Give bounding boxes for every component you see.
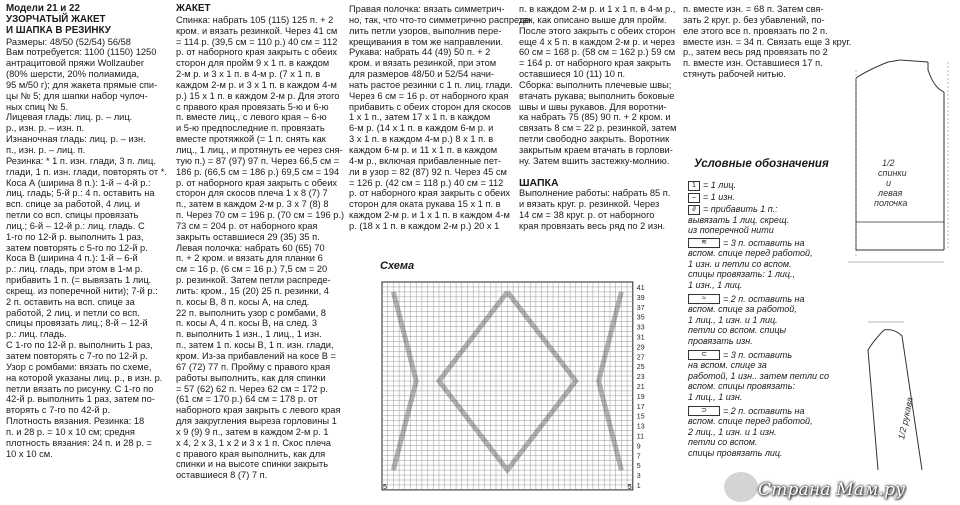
- chart-row-number: 27: [636, 354, 645, 362]
- text-line: затем повторять с 5-го по 12-й р.: [6, 242, 148, 253]
- text-line: р. (18 х 1 п. в каждом 2-м р.) 20 х 1: [349, 220, 500, 231]
- text-line: крещивания в том же направлении.: [349, 36, 504, 47]
- text-line: стянуть рабочей нитью.: [683, 69, 786, 80]
- legend-item: [688, 406, 813, 459]
- back-label-2: спинки: [878, 168, 907, 178]
- text-line: Модели 21 и 22: [6, 3, 80, 14]
- text-line: работой, 2 лиц. и петли со всп.: [6, 307, 140, 318]
- text-line: п. вместе изн. Оставшиеся 17 п.: [683, 58, 823, 69]
- text-line: лиц.; 6-й – 12-й р.: лиц. гладь. С: [6, 220, 145, 231]
- text-line: и 5-ю предпоследние п. провязать: [176, 123, 325, 134]
- legend-symbol-icon: ⊂: [688, 350, 720, 360]
- legend-text: 2 лиц., 1 изн. и 1 изн.: [688, 426, 777, 437]
- text-line: для размеров 48/50 и 52/54 начи-: [349, 69, 495, 80]
- text-line: п. + 2 кром. и вязать для планки 6: [176, 253, 323, 264]
- chart-row-number: 37: [636, 304, 645, 312]
- back-label-1: 1/2: [882, 158, 895, 168]
- text-line: р. резинкой. Затем петли распреде-: [176, 275, 331, 286]
- text-line: Спинка: набрать 105 (115) 125 п. + 2: [176, 14, 334, 25]
- text-line: = 114 р. (39,5 см = 110 р.) 40 см = 112: [176, 36, 338, 47]
- legend-item: [688, 180, 736, 191]
- text-line: петли вязать по рисунку. С 1-го по: [6, 383, 154, 394]
- chart-row-number: 33: [636, 324, 645, 332]
- text-line: см = 16 р. (6 см = 16 р.) 7,5 см = 20: [176, 264, 328, 275]
- text-line: кром. и вязать резинкой, при этом: [349, 58, 497, 69]
- chart-row-number: 17: [636, 403, 645, 411]
- text-line: вместе изн. = 34 п. Связать еще 3 круг.: [683, 36, 852, 47]
- legend-item: [688, 192, 735, 203]
- text-line: п., затем в каждом 2-м р. 3 х 7 (8) 8: [176, 199, 329, 210]
- text-line: р.: лиц. гладь, при этом в 1-м р.: [6, 264, 143, 275]
- text-line: 95 м/50 г); для жакета прямые спи-: [6, 79, 158, 90]
- text-line: Резинка: * 1 п. изн. глади, 3 п. лиц.: [6, 155, 156, 166]
- text-line: каждом 2-м р. и 1 х 1 п. в каждом 4-м: [349, 210, 510, 221]
- text-line: Изнаночная гладь: лиц. р. – изн.: [6, 134, 146, 145]
- text-line: каждом 6-м р. и 11 х 1 п. в каждом: [349, 144, 498, 155]
- text-line: лиц., 1 лиц., и протянуть ее через сня-: [176, 144, 343, 155]
- text-line: 1 х 1 п., затем 17 х 1 п. в каждом: [349, 112, 491, 123]
- text-line: наборного края закрыть с левого края: [176, 405, 341, 416]
- text-line: вместе протяжкой (= 1 п. снять как: [176, 134, 326, 145]
- text-line: затем повторять с 7-го по 12-й р.: [6, 351, 148, 361]
- legend-text: = прибавить 1 п.:: [703, 204, 778, 215]
- text-line: но, так, что что-то симметрично распреде-: [349, 14, 533, 25]
- legend-item: [688, 204, 789, 236]
- text-line: сторон для оката рукава 15 х 1 п. в: [349, 199, 501, 210]
- text-column-4: [519, 4, 682, 232]
- legend-text: 1 лиц., 1 изн. и 1 лиц.: [688, 314, 778, 325]
- text-line: работы выполнить, как для спинки: [176, 372, 326, 383]
- legend-text: провязать изн.: [688, 335, 753, 346]
- chart-row-number: 9: [636, 443, 641, 451]
- chart-row-number: 3: [636, 473, 641, 481]
- text-line: всп. спице за работой, 4 лиц. и: [6, 199, 140, 210]
- text-line: еле этого все п. провязать по 2 п.: [683, 25, 828, 36]
- legend-title: Условные обозначения: [694, 158, 829, 170]
- text-line: И ШАПКА В РЕЗИНКУ: [6, 24, 111, 36]
- legend-text: 1 изн., 1 лиц.: [688, 279, 743, 290]
- legend-text: = 1 лиц.: [703, 180, 736, 190]
- text-line: так, как описано выше для пройм.: [519, 14, 667, 25]
- watermark-logo: [724, 472, 758, 502]
- text-line: тую п.) = 87 (97) 97 п. Через 66,5 см =: [176, 155, 340, 166]
- chart-row-number: 11: [636, 433, 645, 441]
- chart-bottom-right-label: 5: [627, 483, 632, 491]
- legend-symbol-icon: –: [688, 193, 700, 203]
- text-line: 10 х 10 см.: [6, 448, 53, 459]
- text-line: нать растое резинки с 1 п. лиц. глади.: [349, 79, 513, 90]
- text-line: х 4, 2 х 3, 1 х 2 и 3 х 1 п. Скос плеча: [176, 437, 331, 448]
- text-line: р. от наборного края закрыть с обеих: [176, 47, 338, 58]
- text-line: 60 см = 168 р. (58 см = 162 р.) 59 см: [519, 47, 676, 58]
- text-line: 1-го по 12-й р. выполнить 1 раз,: [6, 231, 144, 242]
- text-column-3: [349, 4, 533, 232]
- text-line: каждом 2-м р. и 3 х 1 п. в каждом 4-м: [176, 79, 337, 90]
- legend-text: из поперечной нити: [688, 225, 774, 236]
- legend-text: = 1 изн.: [703, 192, 735, 203]
- schema-title: Схема: [380, 260, 415, 272]
- text-line: петли свободно закрыть. Воротник: [519, 134, 670, 145]
- text-line: кром. и вязать резинкой. Через 41 см: [176, 25, 338, 36]
- chart-row-number: 25: [636, 364, 645, 372]
- garment-schematics: [838, 0, 960, 470]
- chart-row-number: 23: [636, 374, 645, 382]
- chart-row-number: 41: [636, 284, 645, 292]
- legend-text: = 3 п. оставить: [723, 349, 793, 360]
- legend-text: петли со вспом.: [688, 437, 758, 448]
- chart-bottom-left-label: 5: [383, 483, 387, 491]
- chart-row-number: 1: [636, 482, 641, 490]
- chart-row-number: 19: [636, 393, 645, 401]
- text-line: Сборка: выполнить плечевые швы;: [519, 79, 672, 90]
- text-line: 2 п. оставить на всп. спице за: [6, 296, 135, 307]
- text-line: ка набрать 75 (85) 90 п. + 2 кром. и: [519, 112, 671, 123]
- text-line: С 1-го по 12-й р. выполнить 1 раз,: [6, 340, 153, 351]
- legend-item: [688, 238, 813, 291]
- text-line: лить петли узоров, выполнив пере-: [349, 25, 502, 36]
- text-line: 73 см = 204 р. от наборного края: [176, 220, 318, 231]
- legend-symbol-icon: ⊃: [688, 406, 720, 416]
- legend-text: = 3 п. оставить на: [723, 237, 805, 248]
- text-line: спинки и на высоте спинки закрыть: [176, 459, 329, 470]
- legend-symbol-icon: ≈: [688, 294, 720, 304]
- text-line: ных спиц № 5.: [6, 101, 69, 112]
- text-line: плотность вязания: 24 п. и 28 р. =: [6, 437, 152, 448]
- chart-row-number: 39: [636, 294, 645, 302]
- text-line: Левая полочка: набрать 60 (65) 70: [176, 242, 325, 253]
- text-line: и вязать круг. р. резинкой. Через: [519, 199, 660, 210]
- text-line: оставшиеся 8 (7) 7 п.: [176, 470, 268, 481]
- legend-text: 1 изн. и петли со вспом.: [688, 258, 792, 269]
- text-line: для закругления выреза горловины 1: [176, 416, 337, 427]
- text-line: швы и швы рукавов. Для воротни-: [519, 101, 667, 112]
- text-line: с правого края выполнить, как для: [176, 448, 326, 459]
- text-line: сторон для пройм 9 х 1 п. в каждом: [176, 58, 330, 69]
- chart-row-number: 7: [636, 453, 641, 461]
- chart-row-number: 29: [636, 344, 645, 352]
- text-line: Лицевая гладь: лиц. р. – лиц.: [6, 112, 133, 123]
- chart-row-number: 5: [636, 463, 641, 471]
- text-line: п. в каждом 2-м р. и 1 х 1 п. в 4-м р.,: [519, 4, 676, 14]
- text-line: петли со всп. спицы провязать: [6, 210, 139, 221]
- legend-text: работой, 1 изн.. затем петли со: [688, 370, 830, 381]
- text-line: закрыть оставшиеся 29 (35) 35 п.: [176, 231, 320, 242]
- text-line: р. от наборного края закрыть с обеих: [349, 188, 511, 199]
- text-line: п. косы В, 8 п. косы А, на след.: [176, 296, 310, 307]
- chart-row-number: 35: [636, 314, 645, 322]
- text-line: оставшиеся 10 (11) 10 п.: [519, 69, 626, 80]
- text-line: УЗОРЧАТЫЙ ЖАКЕТ: [6, 13, 106, 25]
- back-label-4: левая: [878, 188, 903, 198]
- text-line: антрацитовой пряжи Wollzauber: [6, 58, 144, 69]
- text-line: Размеры: 48/50 (52/54) 56/58: [6, 36, 131, 47]
- text-column-5: [683, 4, 852, 80]
- legend-item: [688, 294, 805, 347]
- text-line: После этого закрыть с обеих сторон: [519, 25, 676, 36]
- legend-text: = 2 п. оставить на: [723, 405, 805, 416]
- text-line: р., затем весь ряд провязать по 2: [683, 47, 828, 58]
- legend-text: вспом. спице перед работой,: [688, 416, 813, 427]
- text-line: р. от наборного края закрыть с обеих: [176, 177, 338, 188]
- text-line: Узор с ромбами: вязать по схеме,: [6, 361, 152, 372]
- text-line: п., изн. р. – лиц. п.: [6, 144, 86, 155]
- back-schematic: [848, 60, 948, 262]
- text-line: п. Через 70 см = 196 р. (70 см = 196 р.): [176, 210, 345, 221]
- legend-text: 1 лиц., 1 изн.: [688, 391, 743, 402]
- text-line: прибавить с обеих сторон для скосов: [349, 101, 512, 112]
- text-line: 3 х 1 п. в каждом 4-м р.) 8 х 1 п. в: [349, 134, 494, 145]
- text-line: 6-м р. (14 х 1 п. в каждом 6-м р. и: [349, 123, 494, 134]
- legend-text: вспом. спицы провязать:: [688, 381, 795, 392]
- text-line: ну. Затем вшить застежку-молнию.: [519, 155, 670, 166]
- text-line: на которой указаны лиц. р., в изн. р.: [6, 372, 163, 383]
- text-line: = 126 р. (42 см = 118 р.) 40 см = 112: [349, 177, 504, 188]
- text-line: с правого края провязать 5-ю и 6-ю: [176, 101, 329, 112]
- text-line: р.) 15 х 1 п. в каждом 2-м р. Для этого: [176, 90, 340, 101]
- text-line: ЖАКЕТ: [176, 3, 211, 14]
- text-line: Коса В (ширина 4 п.): 1-й – 6-й: [6, 253, 138, 264]
- text-line: Рукава: набрать 44 (49) 50 п. + 2: [349, 47, 491, 58]
- legend-symbol-icon: 1: [688, 181, 700, 191]
- text-line: вторять с 7-го по 42-й р.: [6, 405, 111, 416]
- text-line: [519, 167, 682, 178]
- legend-text: на вспом. спице за: [688, 360, 767, 371]
- legend-text: петли со вспом. спицы: [688, 325, 787, 336]
- text-line: связать 8 см = 22 р. резинкой, затем: [519, 123, 677, 134]
- text-line: ШАПКА: [519, 176, 559, 189]
- legend-text: вспом. спице за работой,: [688, 304, 797, 315]
- text-line: Вам потребуется: 1100 (1150) 1250: [6, 47, 157, 58]
- text-line: кром. Из-за прибавлений на косе В =: [176, 351, 336, 361]
- text-line: 42-й р. выполнить 1 раз, затем по-: [6, 394, 155, 405]
- text-line: = 57 (62) 62 п. Через 62 см = 172 р.: [176, 383, 328, 394]
- text-line: п. вместе изн. = 68 п. Затем свя-: [683, 4, 824, 14]
- legend-text: спицы провязать лиц.: [688, 447, 783, 458]
- text-column-2: [176, 4, 346, 481]
- text-line: п. выполнить 1 изн., 1 лиц., 1 изн.: [176, 329, 322, 340]
- sleeve-label: 1/2 рукава: [896, 396, 915, 441]
- text-line: края провязать весь ряд по 2 изн.: [519, 220, 666, 231]
- legend-text: спицы провязать: 1 лиц.,: [688, 269, 796, 280]
- text-line: = 164 р. от наборного края закрыть: [519, 58, 671, 69]
- legend-text: вспом. спице перед работой,: [688, 248, 813, 259]
- legend-symbol-icon: ∂: [688, 205, 700, 215]
- text-line: закрытым краем втачать в горлови-: [519, 144, 673, 155]
- text-line: лиц. гладь; 5-й р.: 4 п. оставить на: [6, 188, 155, 199]
- text-line: еще 4 х 5 п. в каждом 2-м р. и через: [519, 36, 675, 47]
- text-line: втачать рукава; выполнить боковые: [519, 90, 675, 101]
- text-column-1: [6, 4, 178, 459]
- text-line: Коса А (ширина 8 п.): 1-й – 4-й р.:: [6, 177, 151, 188]
- text-line: (61 см = 170 р.) 64 см = 178 р. от: [176, 394, 318, 405]
- text-line: спицы провязать лиц.; 8-й – 12-й: [6, 318, 148, 329]
- text-line: п. косы А, 4 п. косы В, на след. 3: [176, 318, 318, 329]
- text-line: зать 2 круг. р. без убавлений, по-: [683, 14, 825, 25]
- text-line: п. вместе лиц., с левого края – 6-ю: [176, 112, 327, 123]
- text-line: (80% шерсти, 20% полиамида,: [6, 69, 140, 80]
- chart-row-number: 21: [636, 383, 645, 391]
- text-line: Плотность вязания. Резинка: 18: [6, 416, 145, 427]
- chart-row-number: 13: [636, 423, 645, 431]
- text-line: ли в узор = 82 (87) 92 п. Через 45 см: [349, 166, 507, 177]
- text-line: Через 6 см = 16 р. от наборного края: [349, 90, 509, 101]
- sleeve-schematic: [868, 322, 922, 470]
- text-line: лить: кром., 15 (20) 25 п. резинки, 4: [176, 285, 329, 296]
- text-line: 22 п. выполнить узор с ромбами, 8: [176, 307, 326, 318]
- text-line: прибавить 1 п. (= вывязать 1 лиц.: [6, 275, 152, 286]
- watermark-text: Страна Мам.ру: [758, 480, 906, 500]
- text-line: 2-м р. и 3 х 1 п. в 4-м р. (7 х 1 п. в: [176, 69, 321, 80]
- text-line: р.: лиц. гладь.: [6, 329, 67, 340]
- text-line: сторон для скосов плеча 1 х 8 (7) 7: [176, 188, 328, 199]
- text-line: х 9 (9) 9 п., затем в каждом 2-м р. 1: [176, 426, 329, 437]
- text-line: глади, 1 п. изн. глади, повторять от *.: [6, 166, 167, 177]
- text-line: цы № 5; для шапки набор чулоч-: [6, 90, 148, 101]
- text-line: Выполнение работы: набрать 85 п.: [519, 188, 671, 199]
- text-line: 67 (72) 77 п. Пройму с правого края: [176, 361, 331, 372]
- text-line: р., изн. р. – изн. п.: [6, 123, 85, 134]
- legend-text: = 2 п. оставить на: [723, 293, 805, 304]
- text-line: 14 см = 38 круг. р. от наборного: [519, 210, 655, 221]
- text-line: п., затем 1 п. косы В, 1 п. изн. глади,: [176, 340, 334, 351]
- text-line: скрещ. из поперечной нити); 7-й р.:: [6, 285, 158, 296]
- chart-row-number: 31: [636, 334, 645, 342]
- legend-item: [688, 350, 829, 403]
- text-line: 4-м р., включая прибавленные пет-: [349, 155, 502, 166]
- knitting-chart: [378, 278, 660, 496]
- text-line: 186 р. (66,5 см = 186 р.) 69,5 см = 194: [176, 166, 340, 177]
- text-line: Правая полочка: вязать симметрич-: [349, 4, 505, 14]
- legend-symbol-icon: ≋: [688, 238, 720, 248]
- back-label-5: полочка: [874, 198, 908, 208]
- chart-row-number: 15: [636, 413, 645, 421]
- text-line: п. и 28 р. = 10 х 10 см; средня: [6, 426, 135, 437]
- back-label-3: и: [886, 178, 892, 188]
- legend-text: вывязать 1 лиц. скрещ.: [688, 214, 790, 225]
